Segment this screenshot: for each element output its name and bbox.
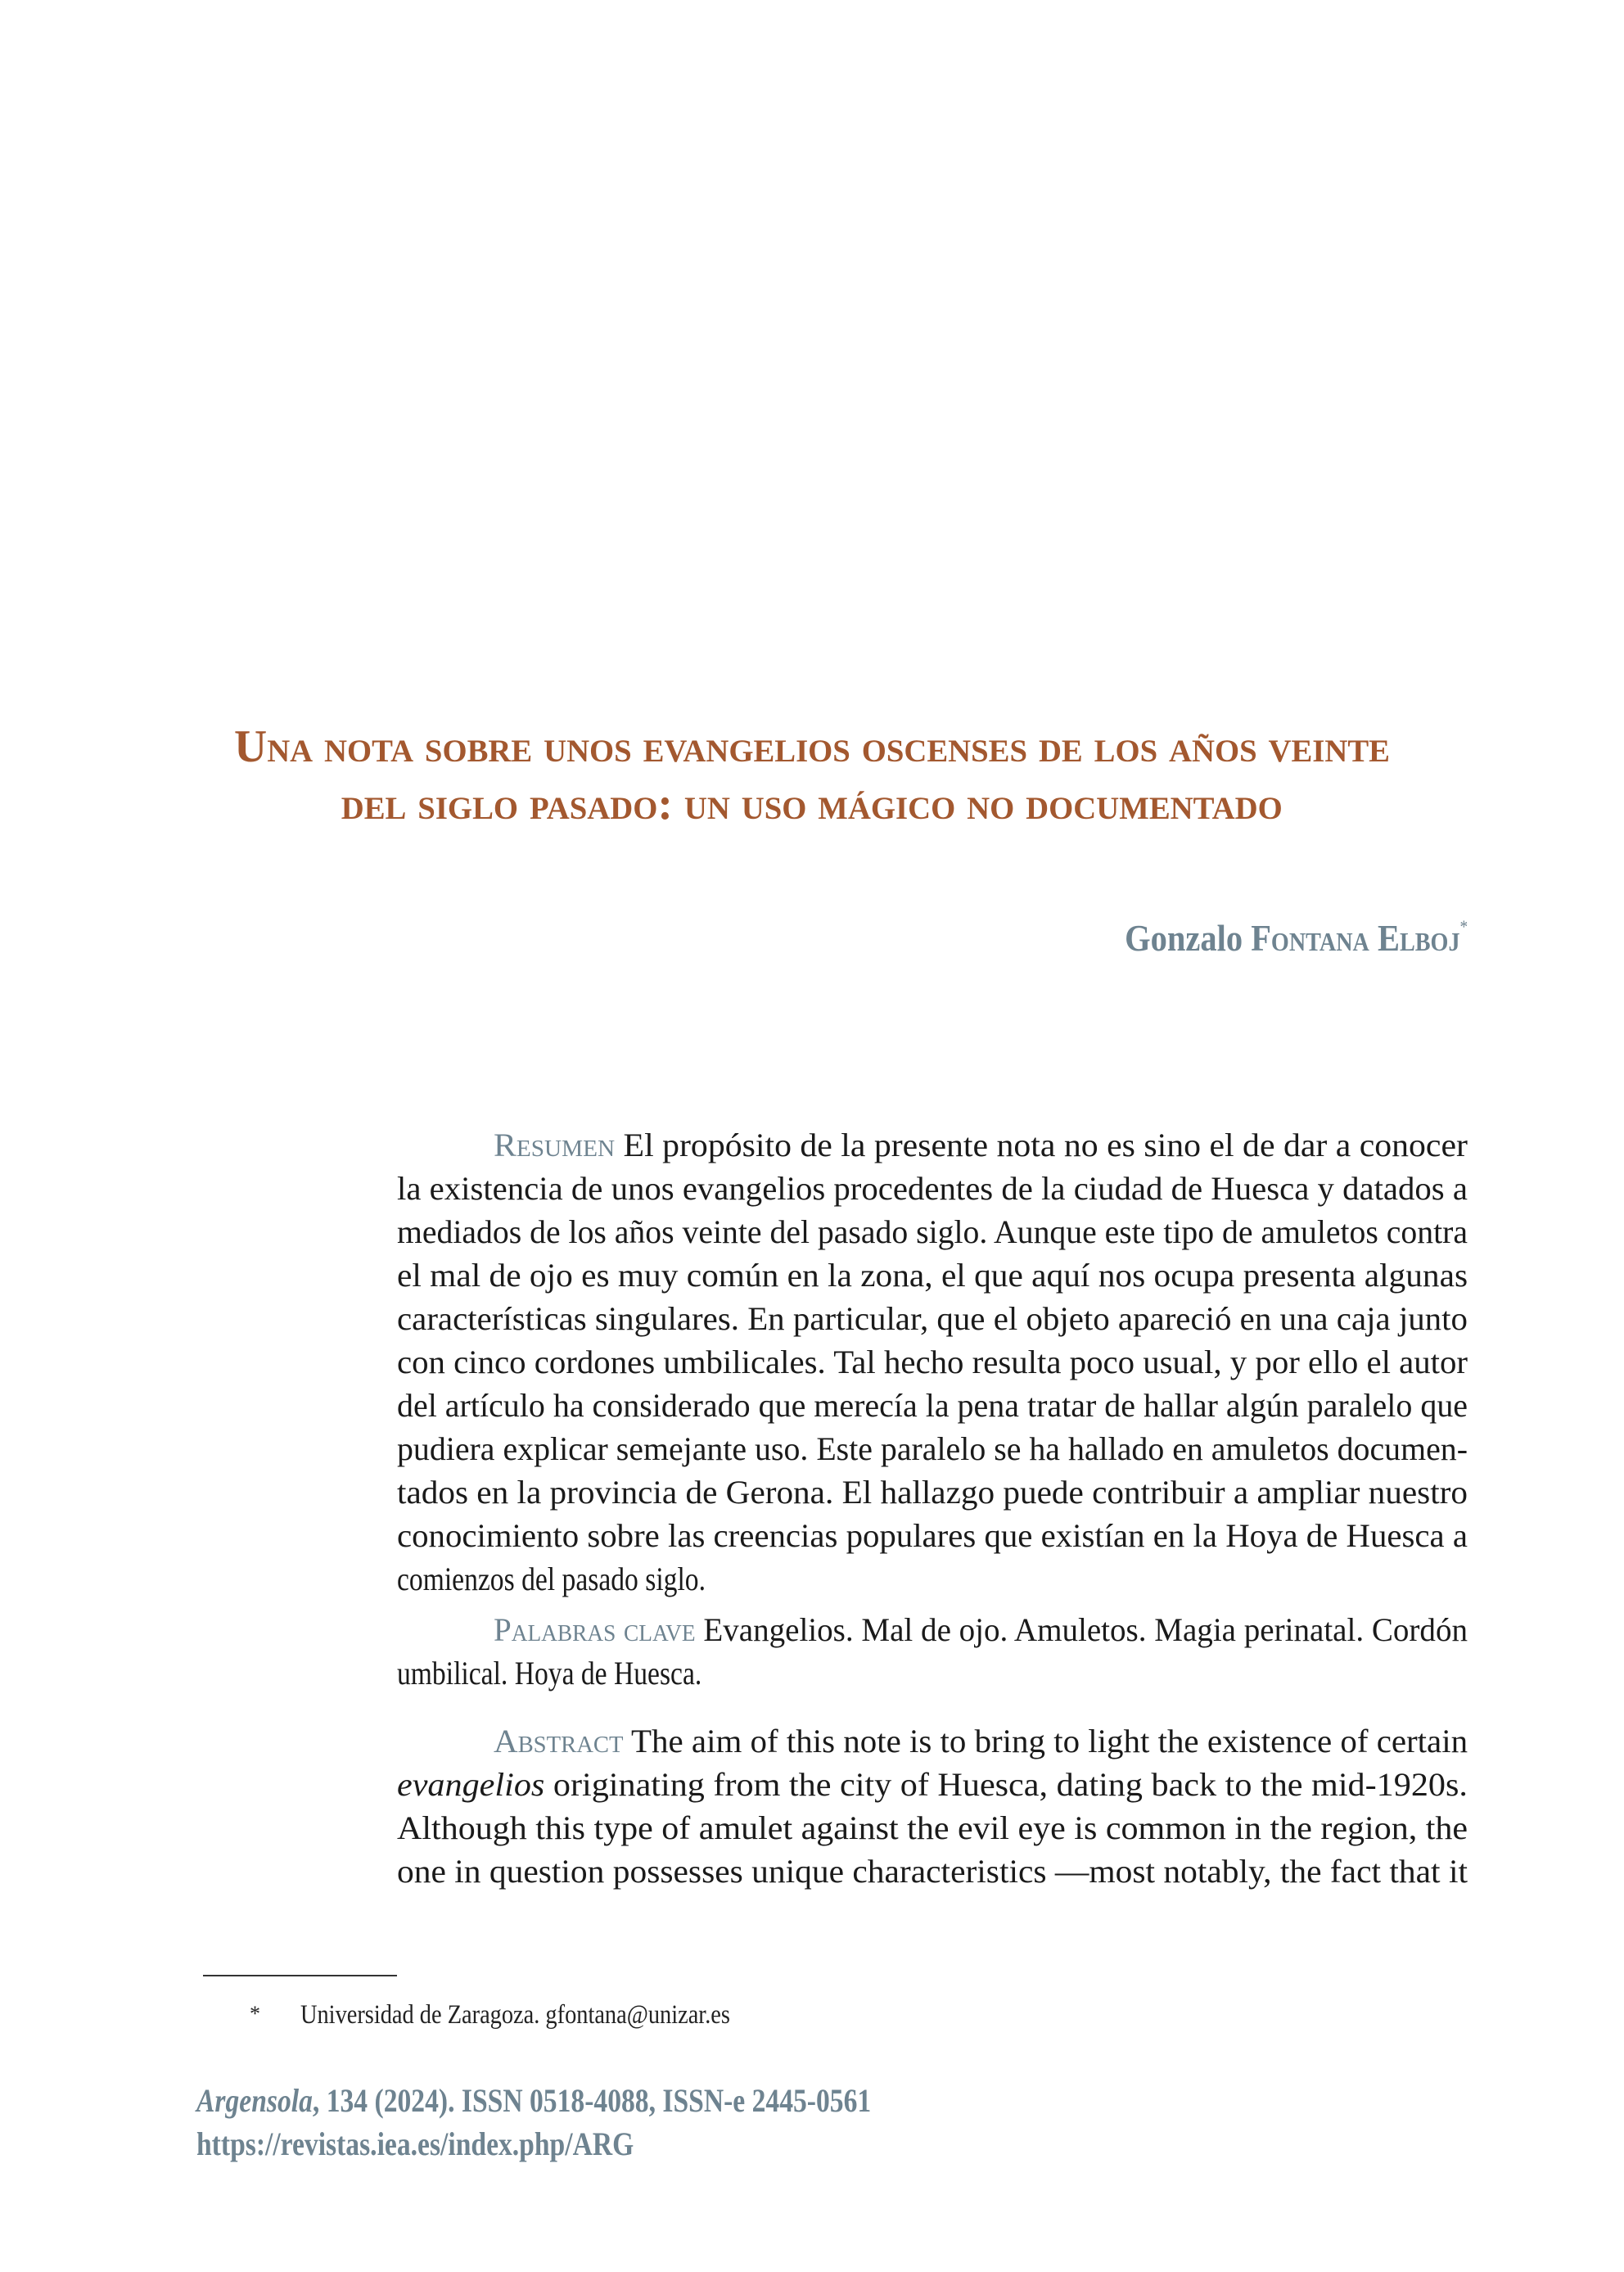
journal-citation: Argensola, 134 (2024). ISSN 0518-4088, ISSN-e 2445-0561	[196, 2082, 872, 2119]
author-footnote-mark[interactable]: *	[1459, 916, 1468, 937]
resumen-line: comienzos del pasado siglo.	[397, 1561, 706, 1597]
resumen-line: del artículo ha considerado que merecía la pena tratar de hallar algún paralelo que	[397, 1387, 1468, 1424]
resumen-line: características singulares. En particular, que el objeto apareció en una caja junto	[397, 1300, 1468, 1337]
keywords-label: Palabras clave	[494, 1611, 696, 1648]
abstract-line: evangelios originating from the city of Huesca, dating back to the mid-1920s.	[397, 1766, 1468, 1803]
resumen-line: pudiera explicar semejante uso. Este paralelo se ha hallado en amuletos documen-	[397, 1430, 1468, 1467]
footnote-text: Universidad de Zaragoza. gfontana@unizar.es	[300, 2000, 730, 2030]
resumen-line: la existencia de unos evangelios procedentes de la ciudad de Huesca y datados a	[397, 1170, 1468, 1207]
resumen-line: con cinco cordones umbilicales. Tal hecho resulta poco usual, y por ello el autor	[397, 1344, 1468, 1380]
footnote-mark: *	[250, 2002, 260, 2026]
resumen-label: Resumen	[494, 1127, 616, 1163]
abstract-line: Although this type of amulet against the evil eye is common in the region, the	[397, 1809, 1468, 1846]
resumen-line: Resumen El propósito de la presente nota no es sino el de dar a conocer	[494, 1127, 1468, 1163]
resumen-line: conocimiento sobre las creencias populares que existían en la Hoya de Huesca a	[397, 1517, 1468, 1554]
keywords-line: Palabras clave Evangelios. Mal de ojo. Amuletos. Magia perinatal. Cordón	[494, 1611, 1468, 1648]
resumen-line: mediados de los años veinte del pasado siglo. Aunque este tipo de amuletos contra	[397, 1213, 1468, 1250]
author-name	[1078, 915, 1468, 961]
resumen-line: el mal de ojo es muy común en la zona, el que aquí nos ocupa presenta algunas	[397, 1257, 1468, 1294]
keywords-line: umbilical. Hoya de Huesca.	[397, 1655, 702, 1692]
author-surname: Fontana Elboj	[1250, 917, 1460, 959]
abstract-line: Abstract The aim of this note is to bring to light the existence of certain	[494, 1723, 1468, 1759]
article-title-line-1: Una nota sobre unos evangelios oscenses de los años veinte	[234, 721, 1390, 772]
journal-url[interactable]: https://revistas.iea.es/index.php/ARG	[196, 2125, 634, 2162]
abstract-line: one in question possesses unique characteristics —most notably, the fact that it	[397, 1853, 1468, 1890]
journal-name: Argensola	[196, 2082, 313, 2119]
abstract-label: Abstract	[494, 1723, 624, 1759]
author-first-name: Gonzalo	[1124, 917, 1243, 959]
footnote-rule	[203, 1975, 397, 1976]
resumen-line: tados en la provincia de Gerona. El hallazgo puede contribuir a ampliar nuestro	[397, 1474, 1468, 1511]
article-title-line-2: del siglo pasado: un uso mágico no documentado	[341, 779, 1283, 829]
